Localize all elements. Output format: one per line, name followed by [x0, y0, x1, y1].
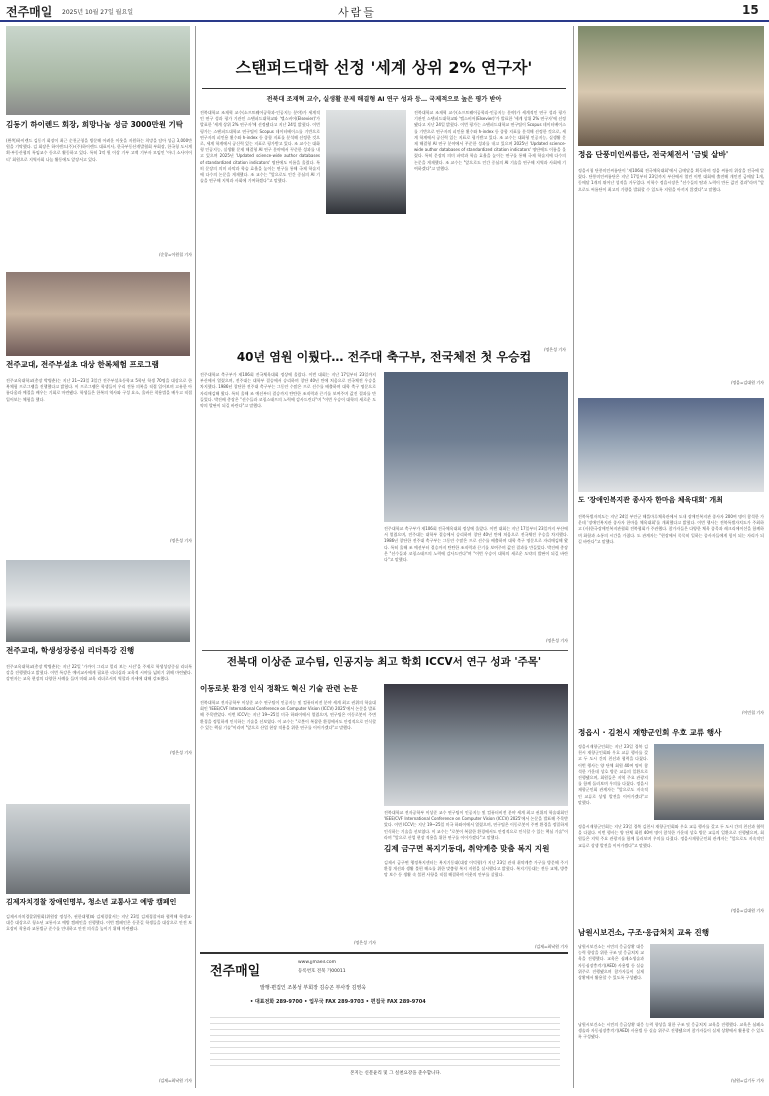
column-divider [573, 26, 574, 1088]
divider [202, 650, 568, 651]
article-body: 전주교육대학교(총장 박병춘)는 지난 21~23일 3일간 전주부설초등학교 5학년 학생 70명을 대상으로 한복체험 프로그램을 진행했다고 밝혔다. 이 프로그램은 학생들이 우리 전통 의복을 직접 입어보며 고유한 아름다움과 예절을 배우는 기회로 마련됐다. 학생들은 한복의 역사와 구성 요소, 올바른 착용법을 배우고 직접 입어보는 체험을 했다. [6, 378, 192, 402]
hero-subtitle: 전북대 조재혁 교수, 실생활 문제 해결형 AI 연구 성과 등… 국제적으로 높은 평가 받아 [266, 96, 502, 103]
article-byline: /정은성 기자 [170, 538, 192, 543]
first-aid-photo [650, 944, 764, 1018]
issue-date: 2025년 10월 27일 월요일 [62, 9, 134, 16]
hero-title: 스탠퍼드대학 선정 '세계 상위 2% 연구자' [235, 58, 533, 77]
divider [202, 88, 566, 89]
article-body: 전북특별자치도는 지난 24일 부안군 해뜰마루체육관에서 도내 장애인복지관 종사자 200여 명이 참석한 가운데 '장애인복지관 종사자 한마음 체육대회'를 개최했다고 밝혔다. 이번 행사는 전북특별자치도가 주최하고 (사)한국장애인복지관협회 전북협회가 주관했다. 참가자들은 다양한 체육 종목과 레크리에이션을 함께하며 화합과 소통의 시간을 가졌다. 도 관계자는 "현장에서 묵묵히 일하는 종사자들에게 힘이 되는 자리가 되길 바란다"고 말했다. [578, 514, 764, 544]
article-byline: /정읍=김대원 기자 [730, 908, 764, 913]
masthead [0, 0, 769, 22]
page-number: 15 [742, 3, 759, 17]
iccv-photo [384, 684, 568, 806]
article-byline: /정은성 기자 [170, 750, 192, 755]
info-paper-name: 전주매일 [210, 964, 261, 979]
column-divider [195, 26, 196, 1088]
article-title: 이동로봇 환경 인식 정확도 혁신 기술 관련 논문 [200, 684, 358, 693]
article-body: 정읍시재향군인회는 지난 23일 경북 김천시 재향군인회와 우호 교류 행사를 갖고 두 도시 간의 친선과 협력을 다졌다. 이번 행사는 양 단체 회원 40여 명이 참석한 가운데 상호 방문 교류의 일환으로 진행됐으며, 회원들은 지역 주요 관광지를 함께 둘러보며 우의를 다졌다. 정읍시재향군인회 관계자는 "앞으로도 지속적인 교류로 상생 발전을 이어가겠다"고 말했다. [578, 744, 648, 805]
article-body-cont: 남원시보건소는 시민의 응급상황 대응 능력 향상을 위한 구조 및 응급처치 교육을 진행했다. 교육은 심폐소생술과 자동심장충격기(AED) 사용법 등 실습 위주로 진행됐으며 참가자들이 실제 상황에서 활용할 수 있도록 구성됐다. [578, 1022, 764, 1040]
article-body: 남원시보건소는 시민의 응급상황 대응 능력 향상을 위한 구조 및 응급처치 교육을 진행했다. 교육은 심폐소생술과 자동심장충격기(AED) 사용법 등 실습 위주로 진행됐으며 참가자들이 실제 상황에서 활용할 수 있도록 구성됐다. [578, 944, 644, 980]
article-body: (왼쪽)하이렌드 김동기 회장이 최근 순천군청을 방문해 어려운 이웃을 지원하는 희망을 담아 성금 3,000만원을 기탁했다. 김 회장은 하이렌드(주)·(주)하이렌드 대표이사, 한국부동산개발협회 부회장, 한국청 도시계획·부동산협의 특임교수 등으로 활동하고 있다. 특히 1억 원 이상 기부 고액 기부자 모임인 '아너 소사이어티' 회원으로 지역사회 나눔 활동에도 앞장서고 있다. [6, 138, 192, 162]
article-title: 전주교대, 학생성장중심 리더특강 진행 [6, 646, 135, 655]
info-registration: 등록번호 전북 가00011 [298, 969, 346, 974]
article-title: 정읍 단풍미인씨름단, 전국체전서 '금빛 샅바' [578, 150, 729, 159]
mid-title: 40년 염원 이뤘다… 전주대 축구부, 전국체전 첫 우승컵 [236, 350, 532, 364]
article-byline: /남원=김기두 기자 [730, 1078, 764, 1083]
publisher-info [200, 952, 568, 1082]
donation-photo [6, 26, 190, 115]
article-body-cont: 전북대학교 조재혁 교수(소프트웨어공학과·인공지능 분야)가 세계적인 연구 성과 평가 기관인 스탠퍼드대학교와 '엘스비어(Elsevier)'가 발표한 '세계 상위 2% 연구자'에 선정됐다고 지난 24일 밝혔다. 이번 평가는 스탠퍼드대학교 연구팀이 Scopus 데이터베이스를 기반으로 연구자의 피인용 횟수와 h-index 등 종합 지표를 분석해 선정한 것으로, 세계 학계에서 공신력 있는 지표로 평가받고 있다. 조 교수는 대화형 인공지능, 실생활 문제 해결형 AI 연구 분야에서 꾸준한 성과를 내고 있으며 2025년 'Updated science-wide author databases of standardized citation indicators' 명단에도 이름을 올렸다. 특히 문장의 의미 파악과 학습 효율을 높이는 연구를 통해 국제 학술지에 다수의 논문을 게재했다. 조 교수는 "앞으로도 인간 중심의 AI 기술을 연구해 지역과 사회에 기여하겠다"고 말했다. [414, 110, 566, 171]
sports-event-photo [578, 398, 764, 492]
section-name: 사람들 [338, 6, 376, 19]
article-title: 도 '장애인복지관 종사자 한마음 체육대회' 개최 [578, 496, 723, 504]
ssireum-photo [578, 26, 764, 146]
info-directory [210, 1012, 560, 1066]
article-body-cont: 정읍시재향군인회는 지난 23일 경북 김천시 재향군인회와 우호 교류 행사를 갖고 두 도시 간의 친선과 협력을 다졌다. 이번 행사는 양 단체 회원 40여 명이 참석한 가운데 상호 방문 교류의 일환으로 진행됐으며, 회원들은 지역 주요 관광지를 함께 둘러보며 우의를 다졌다. 정읍시재향군인회 관계자는 "앞으로도 지속적인 교류로 상생 발전을 이어가겠다"고 말했다. [578, 824, 764, 848]
campaign-photo [6, 804, 190, 894]
article-body: 정읍시청 단풍미인씨름단이 '제106회 전국체육대회'에서 금메달을 획득하며 정읍 씨름의 위상을 전국에 알렸다. 단풍미인씨름단은 지난 17일부터 23일까지 부산에서 열린 이번 대회에 출전해 개인전 금메달 1개, 동메달 1개의 뛰어난 성적을 거두었다. 이학수 정읍시장은 "선수들의 땀과 노력이 만든 값진 결과"라며 "앞으로도 씨름단이 최고의 기량을 발휘할 수 있도록 지원을 아끼지 않겠다"고 말했다. [578, 168, 764, 192]
info-footer: 본지는 신문윤리 및 그 실천요강을 준수합니다. [350, 1071, 442, 1076]
article-byline: /정읍=김대원 기자 [730, 380, 764, 385]
article-byline: /김제=최낙원 기자 [534, 944, 568, 949]
article-title: 김동기 하이렌드 회장, 희망나눔 성금 3000만원 기탁 [6, 120, 184, 129]
veterans-photo [654, 744, 764, 820]
article-byline: /정은성 기자 [546, 638, 568, 643]
article-body: 전북대학교 조재혁 교수(소프트웨어공학과·인공지능 분야)가 세계적인 연구 성과 평가 기관인 스탠퍼드대학교와 '엘스비어(Elsevier)'가 발표한 '세계 상위 2% 연구자'에 선정됐다고 지난 24일 밝혔다. 이번 평가는 스탠퍼드대학교 연구팀이 Scopus 데이터베이스를 기반으로 연구자의 피인용 횟수와 h-index 등 종합 지표를 분석해 선정한 것으로, 세계 학계에서 공신력 있는 지표로 평가받고 있다. 조 교수는 대화형 인공지능, 실생활 문제 해결형 AI 연구 분야에서 꾸준한 성과를 내고 있으며 2025년 'Updated science-wide author databases of standardized citation indicators' 명단에도 이름을 올렸다. 특히 문장의 의미 파악과 학습 효율을 높이는 연구를 통해 국제 학술지에 다수의 논문을 게재했다. 조 교수는 "앞으로도 인간 중심의 AI 기술을 연구해 지역과 사회에 기여하겠다"고 말했다. [200, 110, 320, 184]
lecture-photo [6, 560, 190, 642]
article-title: 김제자치경찰 장애인명부, 청소년 교통사고 예방 캠페인 [6, 898, 177, 906]
info-phone: • 대표전화 289-9700 • 업무국 FAX 289-9703 • 편집국 FAX 289-9704 [250, 999, 426, 1005]
info-staff: 발행·편집인 조봉성 부회장 김승곤 부사장 김영욱 [260, 985, 367, 991]
soccer-photo [384, 372, 568, 522]
article-byline: /김제=최낙원 기자 [158, 1078, 192, 1083]
portrait-photo [326, 110, 406, 214]
article-body-cont: 전북대학교 전자공학부 이상준 교수 연구팀이 인공지능 및 컴퓨터비전 분야 세계 최고 권위의 학술대회인 'IEEE/CVF International Conference on Computer Vision (ICCV) 2025'에서 논문을 발표해 주목받았다. 이번 ICCV는 지난 19~25일 미국 하와이에서 열렸으며, 연구팀은 이동로봇이 주변 환경을 정밀하게 인식하는 기술을 선보였다. 이 교수는 "로봇이 복잡한 환경에서도 안정적으로 인식할 수 있는 핵심 기술"이라며 "앞으로 산업 현장 적용을 위한 연구를 이어가겠다"고 말했다. [384, 810, 568, 840]
article-byline: /순창=이원철 기자 [158, 252, 192, 257]
article-byline: /정은성 기자 [544, 347, 566, 352]
article-body-cont: 전주대학교 축구부가 제106회 전국체육대회 정상에 올랐다. 이번 대회는 지난 17일부터 23일까지 부산에서 열렸으며, 전주대는 대학부 결승에서 승리하며 창단 40년 만에 처음으로 전국체전 우승을 차지했다. 1986년 창단한 전주대 축구부는 그동안 수많은 프로 선수를 배출하며 대학 축구 명문으로 자리매김해 왔다. 특히 올해 조 예선부터 결승까지 탄탄한 조직력과 끈기를 보여주며 값진 결과를 만들었다. 박진배 총장은 "선수들과 코칭스태프의 노력에 감사드린다"며 "이번 우승이 대학의 새로운 도약의 발판이 되길 바란다"고 말했다. [384, 526, 568, 562]
article-body: 김제시 금구면 행정복지센터는 복지기동대(대장 이덕형)가 지난 23일 관내 취약계층 가구를 방문해 주거 환경 개선과 생활 불편 해소를 위한 맞춤형 복지 지원을 실시했다고 밝혔다. 복지기동대는 전등 교체, 방충망 보수 등 생활 속 불편 사항을 직접 해결하며 이웃의 안부를 살폈다. [384, 860, 568, 878]
article-body: 전북대학교 전자공학부 이상준 교수 연구팀이 인공지능 및 컴퓨터비전 분야 세계 최고 권위의 학술대회인 'IEEE/CVF International Conference on Computer Vision (ICCV) 2025'에서 논문을 발표해 주목받았다. 이번 ICCV는 지난 19~25일 미국 하와이에서 열렸으며, 연구팀은 이동로봇이 주변 환경을 정밀하게 인식하는 기술을 선보였다. 이 교수는 "로봇이 복잡한 환경에서도 안정적으로 인식할 수 있는 핵심 기술"이라며 "앞으로 산업 현장 적용을 위한 연구를 이어가겠다"고 말했다. [200, 700, 376, 730]
article-title: 남원시보건소, 구조·응급처치 교육 진행 [578, 928, 710, 937]
article-byline: /정은성 기자 [354, 940, 376, 945]
hanbok-photo [6, 272, 190, 356]
article-body: 김제시자치경찰위원회(위원장 정성주, 권한대행)와 김제경찰서는 지난 23일 김제경찰서와 협력해 학생교·대응 대상으로 청소년 교통사고 예방 캠페인을 진행했다. 이번 캠페인은 등굣길 학생들을 대상으로 안전 보호장비 착용과 교통법규 준수를 안내하고 안전 의식을 높이기 위해 마련됐다. [6, 914, 192, 932]
article-body: 전주교육대학교(총장 박병춘)는 지난 22일 '가까이 그리고 멀리 보는 시선'을 주제로 학생성장중심 리더특강을 진행했다고 밝혔다. 이번 특강은 예비교사에게 필요한 리더십과 교육적 시야를 넓히기 위해 마련됐다. 강연자는 교육 현장의 다양한 사례를 들며 미래 교육 리더로서의 역할과 자세에 대해 강조했다. [6, 664, 192, 682]
article-title: 김제 금구면 복지기동대, 취약계층 맞춤 복지 지원 [384, 844, 550, 853]
info-url: www.jjmaeil.com [298, 960, 337, 965]
center-headline: 전북대 이상준 교수팀, 인공지능 최고 학회 ICCV서 연구 성과 '주목' [226, 656, 542, 668]
article-title: 전주교대, 전주부설초 대상 한복체험 프로그램 [6, 360, 159, 369]
article-byline: /이민철 기자 [742, 710, 764, 715]
paper-name: 전주매일 [6, 5, 53, 19]
article-body: 전주대학교 축구부가 제106회 전국체육대회 정상에 올랐다. 이번 대회는 지난 17일부터 23일까지 부산에서 열렸으며, 전주대는 대학부 결승에서 승리하며 창단 40년 만에 처음으로 전국체전 우승을 차지했다. 1986년 창단한 전주대 축구부는 그동안 수많은 프로 선수를 배출하며 대학 축구 명문으로 자리매김해 왔다. 특히 올해 조 예선부터 결승까지 탄탄한 조직력과 끈기를 보여주며 값진 결과를 만들었다. 박진배 총장은 "선수들과 코칭스태프의 노력에 감사드린다"며 "이번 우승이 대학의 새로운 도약의 발판이 되길 바란다"고 말했다. [200, 372, 376, 408]
article-title: 정읍시 · 김천시 재향군인회 우호 교류 행사 [578, 728, 722, 737]
